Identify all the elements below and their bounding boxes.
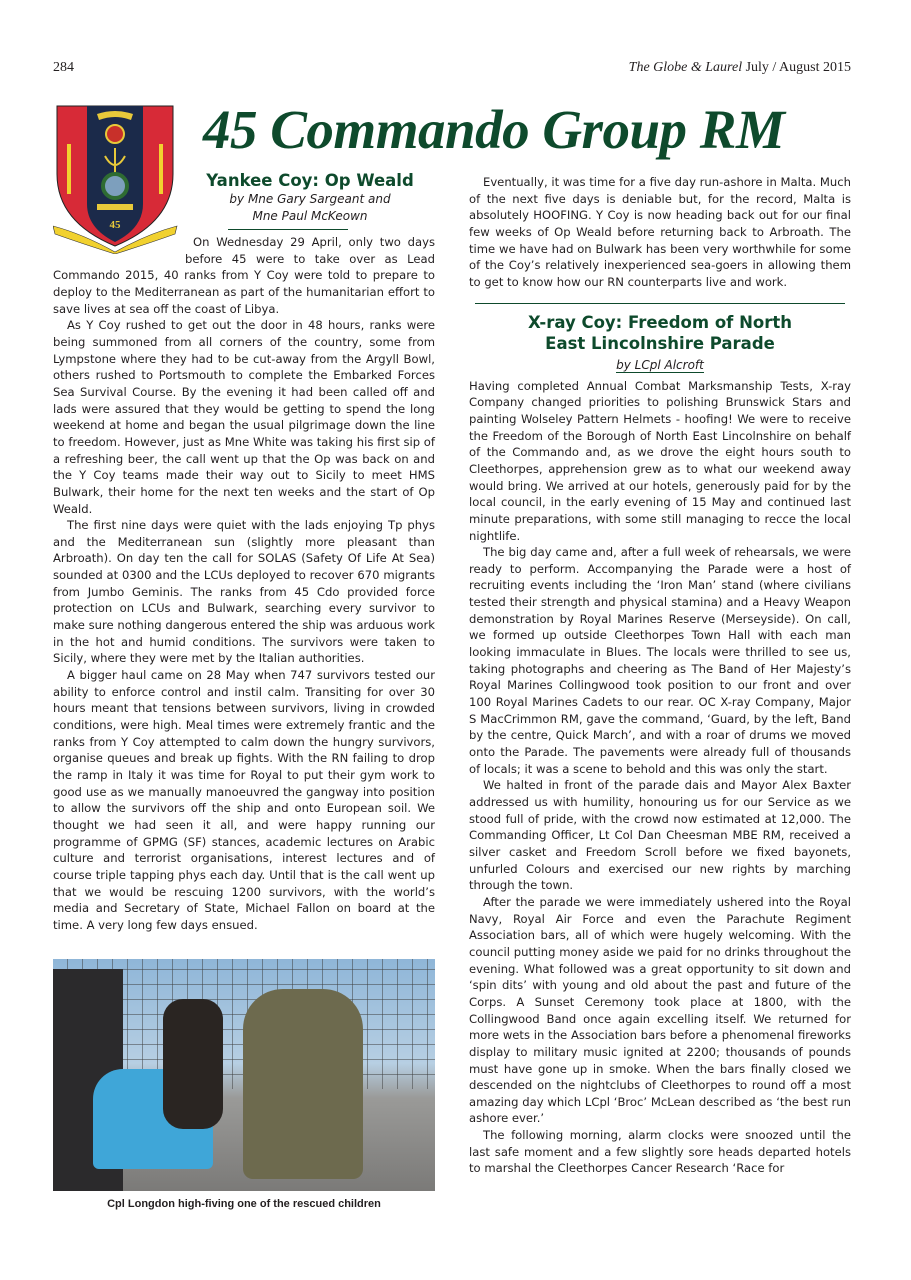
svg-text:45: 45	[109, 219, 121, 231]
paragraph: The first nine days were quiet with the lads enjoying Tp phys and the Mediterranean sun (slightly more pleasant than Arbroath). On day ten the call for SOLAS (Safety Of Life At Sea) sounded at 0300 and the LCUs deployed to recover 670 migrants from Jumbo Geminis. The ranks from 45 Cdo provided force protection on LCUs and Bulwark, searching every survivor to make sure nothing dangerous entered the ship was arduous work in the hot and humid conditions. The survivors were taken to Sicily, where they were met by the Italian authorities.	[53, 518, 435, 666]
paragraph: The big day came and, after a full week of rehearsals, we were ready to perform. Accompanying the Parade were a host of recruiting events including the ‘Iron Man’ stand (where civilians tested their strength and physical stamina) and a Heavy Weapon demonstration by Royal Marines Reserve (Merseyside). On call, we formed up outside Cleethorpes Town Hall with each man looking immaculate in Blues. The locals were thrilled to see us, taking photographs and cheering as The Band of Her Majesty’s Royal Marines Collingwood took position to our front and over 100 Royal Marines Cadets to our rear. OC X-ray Company, Major S MacCrimmon RM, gave the command, ‘Guard, by the left, Band by the centre, Quick March’, and with a roar of drums we moved onto the Parade. The pavements were already full of thousands of locals; it was a scene to behold and this was only the start.	[469, 545, 851, 776]
right-column	[469, 174, 851, 1177]
byline-line-2: Mne Paul McKeown	[252, 209, 368, 223]
running-header	[629, 60, 851, 76]
byline-line-1: by Mne Gary Sargeant and	[229, 192, 391, 206]
section-heading-xray-coy: X-ray Coy: Freedom of North East Lincolnshire Parade	[527, 312, 793, 353]
photo-rescued-children	[53, 959, 435, 1191]
paragraph: On Wednesday 29 April, only two days before 45 were to take over as Lead Commando 2015, 40 ranks from Y Coy were told to prepare to deploy to the Mediterranean as part of the humanitarian effort to save lives at sea off the coast of Libya.	[53, 235, 435, 316]
photo-caption: Cpl Longdon high-fiving one of the rescued children	[107, 1198, 381, 1210]
page-number: 284	[53, 60, 74, 75]
divider	[475, 303, 845, 304]
divider	[228, 229, 348, 230]
byline	[469, 357, 851, 374]
paragraph: A bigger haul came on 28 May when 747 survivors tested our ability to enforce control and instil calm. Transiting for over 30 hours meant that tensions between survivors, living in crowded conditions, were high. Meal times were extremely frantic and the ranks from Y Coy attempted to calm down the hungry survivors, organise queues and break up fights. With the RN failing to drop the ramp in Italy it was time for Royal to put their gym work to good use as we manually manoeuvred the gangway into position to allow the survivors off the ship and onto European soil. We thought we had seen it all, and were happy running our programme of GPMG (SF) stances, academic lectures on Arabic culture and terrorist organisations, interest lectures and of course triple tapping phys each day. Until that is the call went up that we would be rescuing 1200 survivors, with the world’s media and Secretary of State, Michael Fallon on board at the time. A very long few days ensued.	[53, 668, 435, 932]
section-heading-yankee-coy: Yankee Coy: Op Weald	[206, 171, 414, 190]
byline-text: by LCpl Alcroft	[616, 357, 704, 372]
paragraph: Having completed Annual Combat Marksmanship Tests, X-ray Company changed priorities to polishing Brunswick Stars and painting Wolseley Pattern Helmets - hoofing! We were to receive the Freedom of the Borough of North East Lincolnshire on behalf of the Commando and, as we drove the eight hours south to Cleethorpes, apprehension grew as to what our weekend away would bring. We arrived at our hotels, generously paid for by the local council, in the early evening of 15 May and continued last minute preparations, with some still managing to recce the local nightlife.	[469, 378, 851, 543]
paragraph: We halted in front of the parade dais and Mayor Alex Baxter addressed us with humility, honouring us for our Service as we stood full of pride, with the crowd now estimated at 12,000. The Commanding Officer, Lt Col Dan Cheesman MBE RM, received a silver casket and Freedom Scroll before we fixed bayonets, unfurled Colours and exercised our new rights by marching through the town.	[469, 778, 851, 893]
left-column	[53, 104, 435, 934]
paragraph: The following morning, alarm clocks were snoozed until the last safe moment and a few slightly sore heads departed hotels to marshal the Cleethorpes Cancer Research ‘Race for	[469, 1128, 851, 1176]
issue-date: July / August 2015	[745, 60, 851, 75]
page-title: 45 Commando Group RM	[203, 99, 785, 160]
publication-name: The Globe & Laurel	[628, 60, 743, 75]
paragraph: As Y Coy rushed to get out the door in 48 hours, ranks were being summoned from all corners of the country, some from Lympstone where they had to be cut-away from the Argyll Bowl, others rushed to Portsmouth to complete the Embarked Forces Sea Survival Course. By the evening it had been called off and lads were assured that they would be getting to spend the long weekend at home and began the usual pilgrimage down the line to freedom. However, just as Mne White was taking his first sip of a refreshing beer, the call went up that the Op was back on and the Y Coy teams made their way out to Sicily to meet HMS Bulwark, their home for the next ten weeks and the start of Op Weald.	[53, 318, 435, 516]
paragraph: After the parade we were immediately ushered into the Royal Navy, Royal Air Force and even the Parachute Regiment Association bars, all of which were hugely welcoming. With the council putting money aside we paid for no drinks throughout the evening. What followed was a great opportunity to sit down and ‘spin dits’ with young and old about the past and future of the Corps. A Sunset Ceremony took place at 1800, with the Collingwood Band once again excelling itself. We returned for more wets in the Association bars before a phenomenal fireworks display to military music ignited at 2200; thousands of pounds must have gone up in smoke. When the bars finally closed we descended on the nightclubs of Cleethorpes to round off a most amazing day which LCpl ‘Broc’ McLean described as ‘the best run ashore ever.’	[469, 894, 851, 1126]
paragraph: Eventually, it was time for a five day run-ashore in Malta. Much of the next five days is deniable but, for the record, Malta is absolutely HOOFING. Y Coy is now heading back out for our final few weeks of Op Weald before returning back to Arbroath. The time we have had on Bulwark has been very worthwhile for some of the Coy’s relatively inexperienced sea-goers in allowing them to get to know how our RN counterparts live and work.	[469, 175, 851, 289]
commando-crest-logo	[53, 104, 181, 254]
